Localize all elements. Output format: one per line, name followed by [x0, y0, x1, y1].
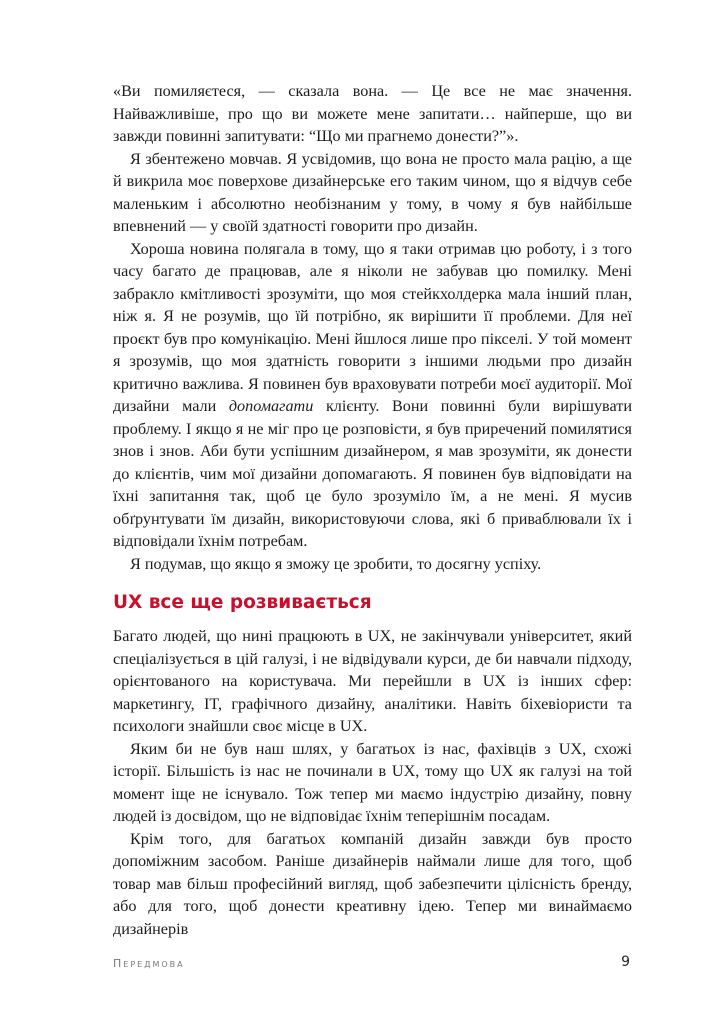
paragraph: Крім того, для багатьох компаній дизайн завжди був просто допоміжним засобом. Раніше дизайнерів наймали лише для того, щоб товар мав більш професійний вигляд, щоб забезпечити цілісність бренду, або для того, щоб донести креативну ідею. Тепер ми винаймаємо дизайнерів: [113, 829, 632, 938]
paragraph: Багато людей, що нині працюють в UX, не закінчували університет, який спеціалізується в цій галузі, і не відвідували курси, де би навчали підходу, орієнтованого на користувача. Ми перейшли в UX із інших сфер: маркетингу, IT, графічного дизайну, аналітики. Навіть біхевіористи та психологи знайшли своє місце в UX.: [113, 627, 632, 735]
paragraph: [113, 238, 632, 553]
paragraph: Я подумав, що якщо я зможу це зробити, то досягну успіху.: [130, 554, 542, 573]
page-number: 9: [621, 954, 630, 970]
paragraph: Яким би не був наш шлях, у багатьох із нас, фахівців з UX, схожі історії. Більшість із нас не починали в UX, тому що UX як галузі на той момент іще не існувало. Тож тепер ми маємо індустрію дизайну, повну людей із досвідом, що не відповідає їхнім теперішнім посадам.: [113, 739, 632, 825]
paragraph-text: клієнту. Вони повинні були вирішувати проблему. І якщо я не міг про це розповісти, я був приречений помилятися знов і знов. Аби бути успішним дизайнером, я мав зрозуміти, як донести до клієнтів, чим мої дизайни допомагають. Я повинен був відповідати на їхні запитання так, щоб це було зрозуміло їм, а не мені. Я мусив обґрунтувати їм дизайн, використовуючи слова, які б приваблювали їх і відповідали їхнім потребам.: [113, 397, 632, 550]
running-footer-label: Передмова: [113, 957, 185, 970]
section-2-body: [113, 625, 632, 940]
paragraph-text: Хороша новина полягала в тому, що я таки отримав цю роботу, і з того часу багато де працював, але я ніколи не забував цю помилку. Мені забракло кмітливості зрозуміти, що моя стейкхолдерка мала інший план, ніж я. Я не розумів, що їй потрібно, як вирішити її проблеми. Для неї проєкт був про комунікацію. Мені йшлося лише про пікселі. У той момент я зрозумів, що моя здатність говорити з іншими людьми про дизайн критично важлива. Я повинен був враховувати потреби моєї аудиторії. Мої дизайни мали: [113, 239, 632, 415]
emphasized-word: допомагати: [228, 397, 314, 415]
paragraph-quote: «Ви помиляєтеся, — сказала вона. — Це все не має значення. Найважливіше, про що ви можете мене запитати… найперше, що ви завжди повинні запитувати: “Що ми прагнемо донести?”».: [113, 82, 632, 145]
paragraph: Я збентежено мовчав. Я усвідомив, що вона не просто мала рацію, а ще й викрила моє поверхове дизайнерське его таким чином, що я відчув себе маленьким і абсолютно необізнаним у тому, в чому я був найбільше впевнений — у своїй здатності говорити про дизайн.: [113, 149, 632, 235]
section-1-body: [113, 80, 632, 575]
section-heading: UX все ще розвивається: [113, 592, 372, 613]
